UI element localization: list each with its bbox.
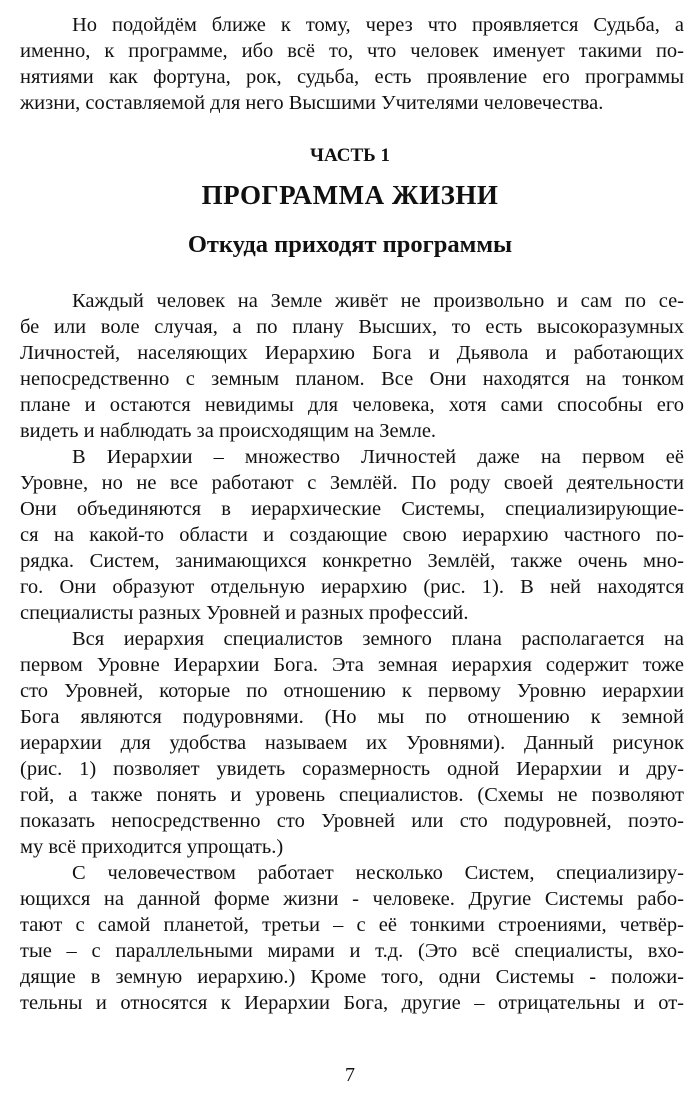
section-subtitle: Откуда приходят программы	[187, 231, 513, 258]
text-line: дящие в земную иерархию.) Кроме того, одни Системы - положи-	[20, 966, 684, 988]
intro-paragraph	[20, 12, 684, 116]
text-line: Каждый человек на Земле живёт не произвольно и сам по се-	[72, 290, 684, 312]
text-line: Но подойдём ближе к тому, через что проявляется Судьба, а	[72, 14, 684, 36]
text-line: Вся иерархия специалистов земного плана располагается на	[72, 628, 684, 650]
text-line: тые – с параллельными мирами и т.д. (Это всё специалисты, вхо-	[20, 940, 684, 962]
text-line: (рис. 1) позволяет увидеть соразмерность одной Иерархии и дру-	[20, 758, 684, 780]
part-label: ЧАСТЬ 1	[310, 145, 390, 166]
text-line: В Иерархии – множество Личностей даже на первом её	[72, 446, 684, 468]
text-line: С человечеством работает несколько Систем, специализиру-	[72, 862, 684, 884]
text-line: нятиями как фортуна, рок, судьба, есть проявление его программы	[20, 66, 684, 88]
page-number: 7	[345, 1064, 355, 1086]
chapter-title: ПРОГРАММА ЖИЗНИ	[201, 180, 499, 210]
text-line: тельны и относятся к Иерархии Бога, другие – отрицательны и от-	[20, 992, 684, 1014]
text-line: плане и остаются невидимы для человека, хотя сами способны его	[20, 394, 684, 416]
text-line: сто Уровней, которые по отношению к первому Уровню иерархии	[20, 680, 684, 702]
text-line: жизни, составляемой для него Высшими Учителями человечества.	[20, 92, 604, 114]
text-line: му всё приходится упрощать.)	[20, 836, 284, 858]
text-line: непосредственно с земным планом. Все Они находятся на тонком	[20, 368, 684, 390]
text-line: Уровне, но не все работают с Землёй. По роду своей деятельности	[20, 472, 684, 494]
text-line: ся на какой-то области и создающие свою иерархию частного по-	[20, 524, 684, 546]
text-line: ющихся на данной форме жизни - человеке. Другие Системы рабо-	[20, 888, 684, 910]
text-line: гой, а также понять и уровень специалистов. (Схемы не позволяют	[20, 784, 684, 806]
text-line: Они объединяются в иерархические Системы, специализирующие-	[20, 498, 684, 520]
text-line: го. Они образуют отдельную иерархию (рис. 1). В ней находятся	[20, 576, 684, 598]
text-line: Личностей, населяющих Иерархию Бога и Дьявола и работающих	[20, 342, 684, 364]
text-line: первом Уровне Иерархии Бога. Эта земная иерархия содержит тоже	[20, 654, 684, 676]
text-line: иерархии для удобства называем их Уровнями). Данный рисунок	[20, 732, 684, 754]
text-line: рядка. Систем, занимающихся конкретно Землёй, также очень мно-	[20, 550, 684, 572]
body-text	[20, 288, 684, 1016]
text-line: показать непосредственно сто Уровней или сто подуровней, поэто-	[20, 810, 684, 832]
text-line: видеть и наблюдать за происходящим на Земле.	[20, 420, 437, 442]
text-line: специалисты разных Уровней и разных профессий.	[20, 602, 469, 624]
text-line: бе или воле случая, а по плану Высших, то есть высокоразумных	[20, 316, 684, 338]
text-line: именно, к программе, ибо всё то, что человек именует такими по-	[20, 40, 684, 62]
text-line: Бога являются подуровнями. (Но мы по отношению к земной	[20, 706, 684, 728]
text-line: тают с самой планетой, третьи – с её тонкими строениями, четвёр-	[20, 914, 684, 936]
